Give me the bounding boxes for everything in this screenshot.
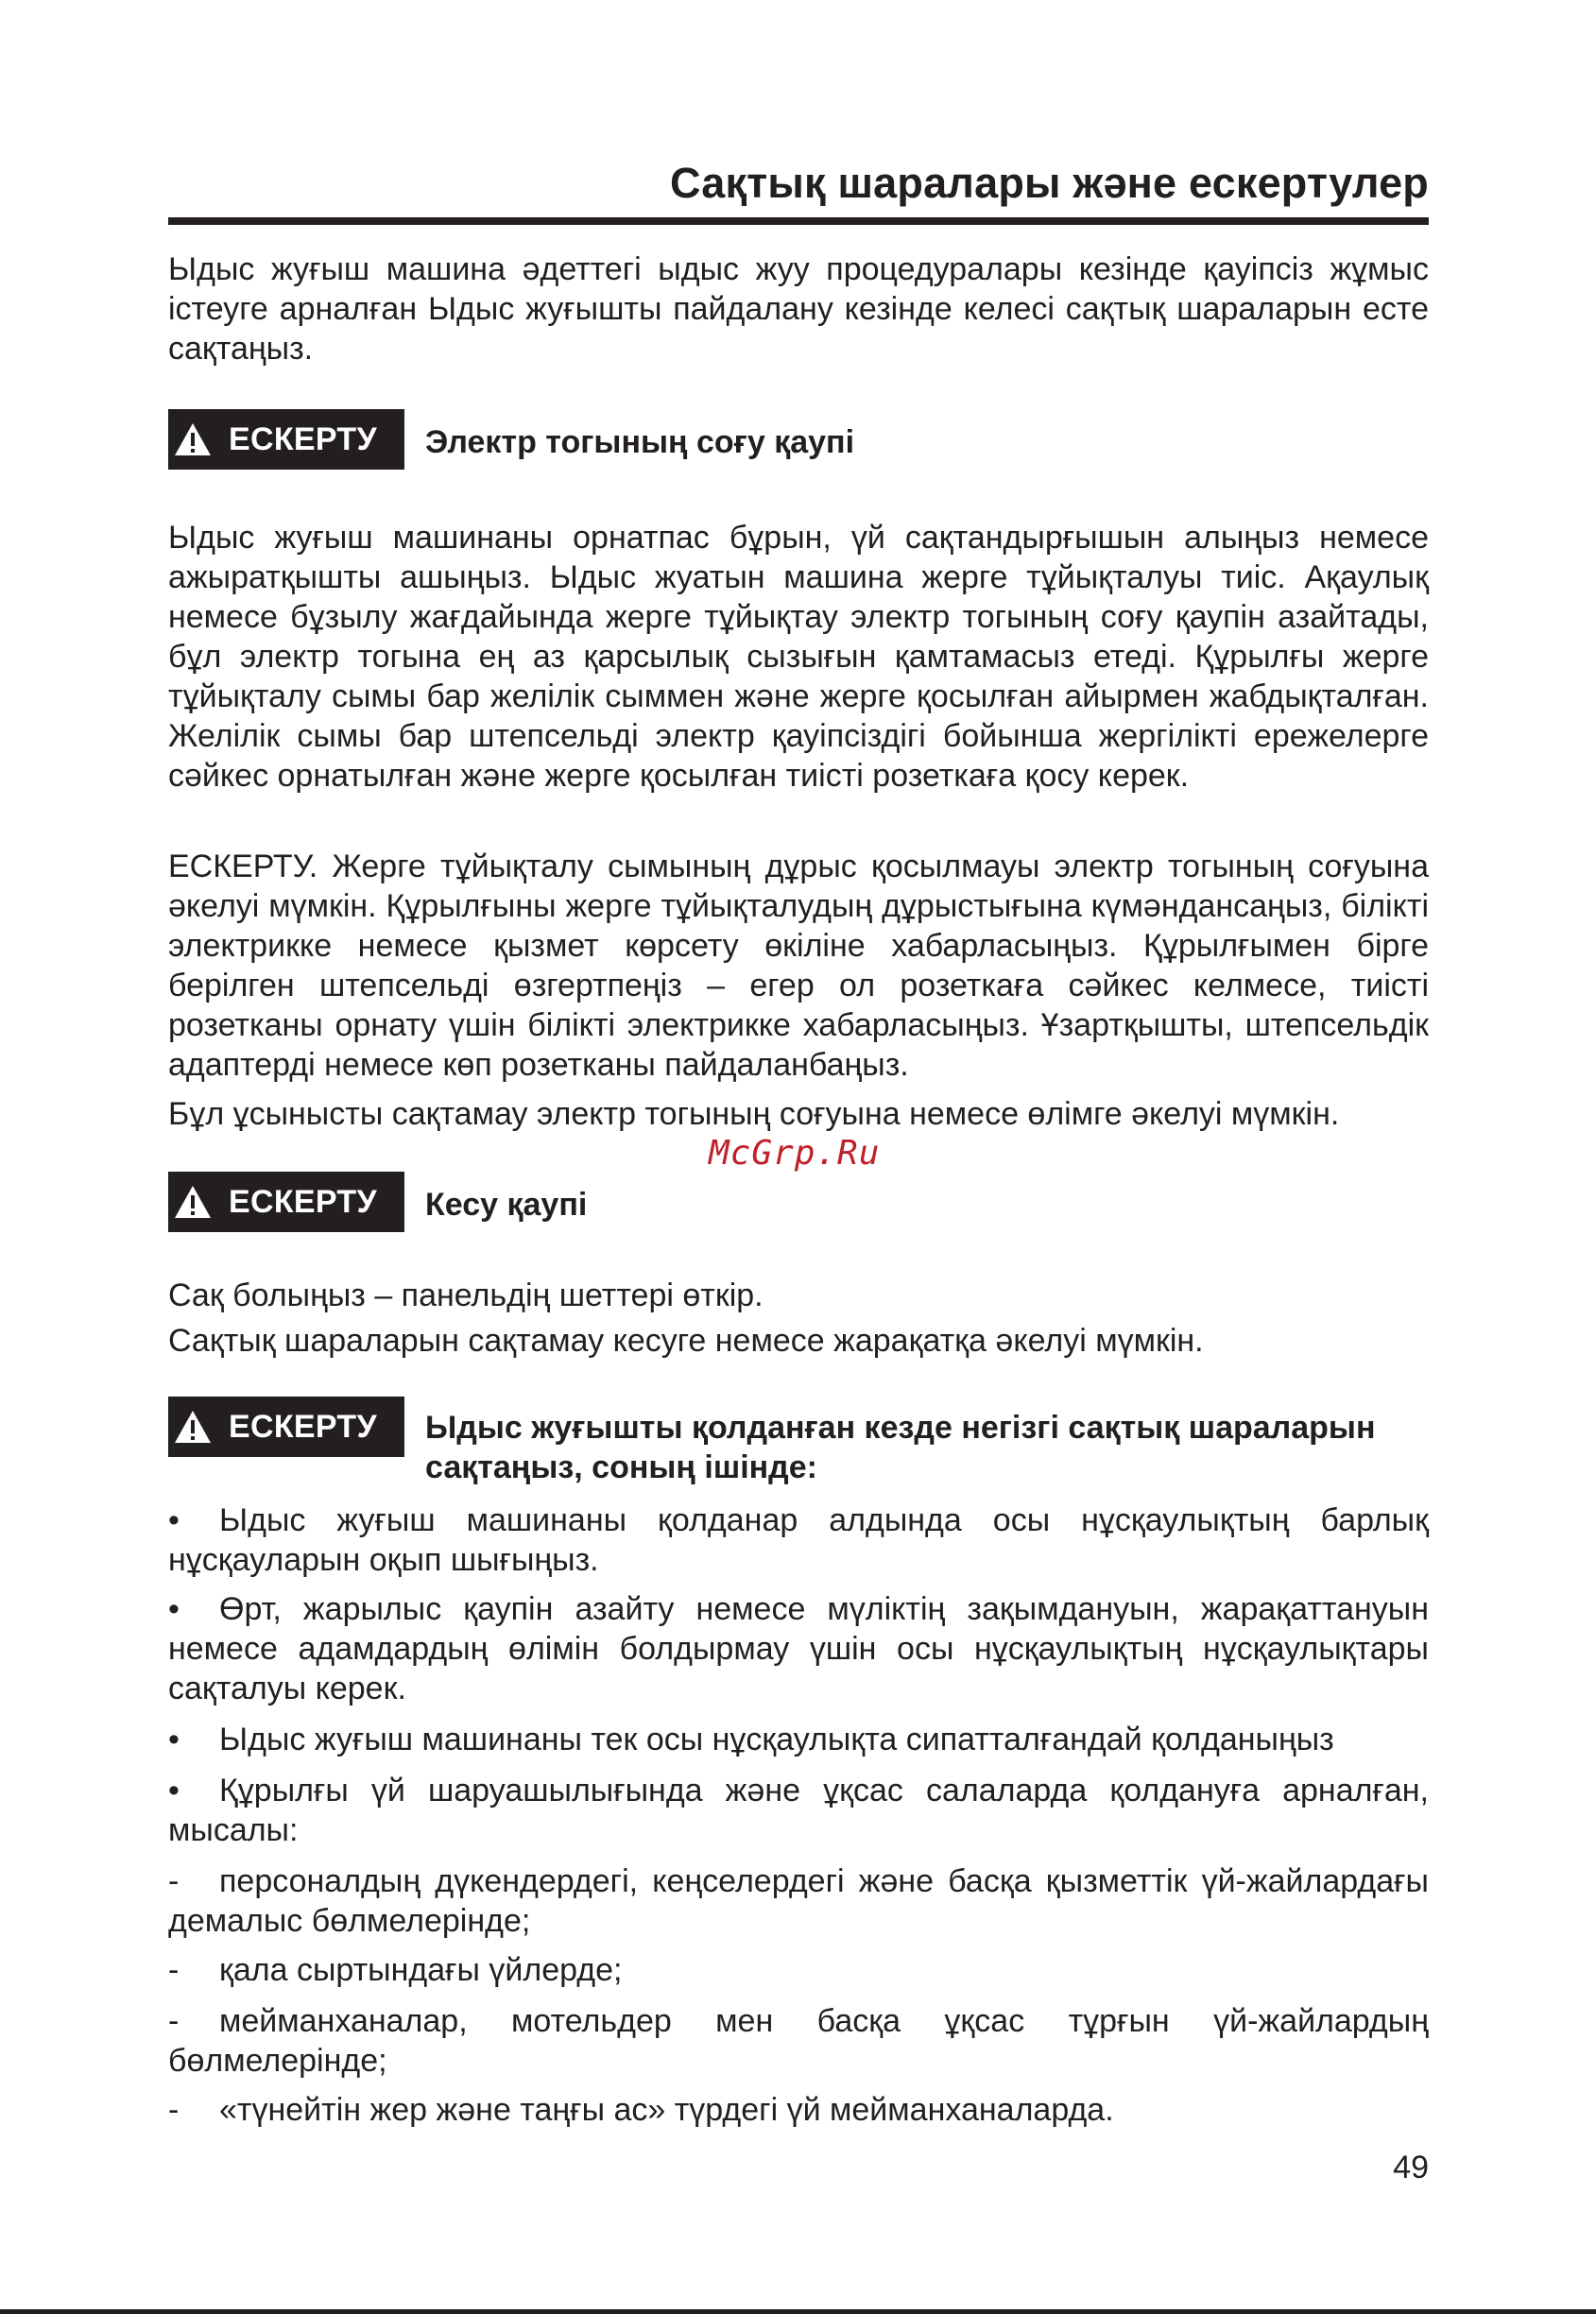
warning-label: ЕСКЕРТУ (229, 1408, 377, 1445)
list-item-text: «түнейтін жер және таңғы ас» түрдегі үй мейманханаларда. (219, 2092, 1114, 2128)
warning-label: ЕСКЕРТУ (229, 420, 377, 457)
page-title: Сақтық шаралары және ескертулер (669, 159, 1429, 207)
warning-badge (168, 1172, 404, 1232)
warning-heading: Ыдыс жуғышты қолданған кезде негізгі сақтық шараларын сақтаңыз, соның ішінде: (425, 1410, 1376, 1485)
paragraph-sharp-edges: Сақ болыңыз – панельдің шеттері өткір. (168, 1277, 764, 1313)
list-item (168, 1720, 1429, 1759)
warning-badge (168, 1397, 404, 1457)
page-number: 49 (1393, 2150, 1429, 2185)
warning-label: ЕСКЕРТУ (229, 1183, 377, 1220)
bullet-mark: • (168, 1722, 180, 1757)
list-item-text: Ыдыс жуғыш машинаны қолданар алдында осы нұсқаулықтың барлық нұсқауларын оқып шығыңыз. (168, 1502, 1429, 1578)
paragraph-grounding: Ыдыс жуғыш машинаны орнатпас бұрын, үй сақтандырғышын алыңыз немесе ажыратқышты ашыңыз. Ыдыс жуатын машина жерге тұйықталуы тиіс. Ақаулық немесе бұзылу жағдайында жерге тұйықтау электр тогының соғу қаупін азайтады, бұл электр тогына ең аз қарсылық сызығын қамтамасыз етеді. Құрылғы жерге тұйықталу сымы бар желілік сыммен және жерге қосылған айырмен жабдықталған. Желілік сымы бар штепсельді электр қауіпсіздігі бойынша жергілікті ережелерге сәйкес орнатылған және жерге қосылған тиісті розеткаға қосу керек. (168, 520, 1429, 794)
warning-triangle-icon (174, 1185, 212, 1219)
bullet-mark: • (168, 1591, 180, 1627)
list-item (168, 1589, 1429, 1708)
warning-badge (168, 409, 404, 470)
title-underline (168, 217, 1429, 225)
list-item (168, 2001, 1429, 2081)
list-item (168, 1500, 1429, 1580)
paragraph-consequence: Бұл ұсынысты сақтамау электр тогының соғуына немесе өлімге әкелуі мүмкін. (168, 1096, 1340, 1132)
bullet-mark: • (168, 1773, 180, 1808)
dash-mark: - (168, 2092, 180, 2128)
warning-heading: Кесу қаупі (425, 1187, 588, 1223)
list-item-text: персоналдың дүкендердегі, кеңселердегі және басқа қызметтік үй-жайлардағы демалыс бөлмелерінде; (168, 1863, 1429, 1939)
dash-mark: - (168, 2003, 180, 2039)
warning-heading: Электр тогының соғу қаупі (425, 424, 855, 460)
watermark: McGrp.Ru (709, 1134, 881, 1173)
intro-paragraph: Ыдыс жуғыш машина әдеттегі ыдыс жуу процедуралары кезінде қауіпсіз жұмыс істеуге арналған Ыдыс жуғышты пайдалану кезінде келесі сақтық шараларын есте сақтаңыз. (168, 251, 1429, 367)
dash-mark: - (168, 1863, 180, 1899)
bottom-border (0, 2309, 1596, 2314)
list-item-text: мейманханалар, мотельдер мен басқа ұқсас тұрғын үй-жайлардың бөлмелерінде; (168, 2003, 1429, 2079)
list-item (168, 1950, 1429, 1990)
warning-triangle-icon (174, 1410, 212, 1444)
bullet-mark: • (168, 1502, 180, 1538)
list-item-text: Құрылғы үй шаруашылығында және ұқсас салаларда қолдануға арналған, мысалы: (168, 1773, 1429, 1848)
dash-mark: - (168, 1952, 180, 1988)
paragraph-cut-consequence: Сақтық шараларын сақтамау кесуге немесе жарақатқа әкелуі мүмкін. (168, 1323, 1204, 1359)
warning-triangle-icon (174, 422, 212, 456)
list-item (168, 2090, 1429, 2130)
list-item-text: Өрт, жарылыс қаупін азайту немесе мүліктің зақымдануын, жарақаттануын немесе адамдардың өлімін болдырмау үшін осы нұсқаулықтың нұсқаулықтары сақталуы керек. (168, 1591, 1429, 1706)
list-item-text: Ыдыс жуғыш машинаны тек осы нұсқаулықта сипатталғандай қолданыңыз (219, 1722, 1334, 1757)
list-item-text: қала сыртындағы үйлерде; (219, 1952, 623, 1988)
list-item (168, 1861, 1429, 1941)
paragraph-grounding-warning: ЕСКЕРТУ. Жерге тұйықталу сымының дұрыс қосылмауы электр тогының соғуына әкелуі мүмкін. Құрылғыны жерге тұйықталудың дұрыстығына күмәндансаңыз, білікті электрикке немесе қызмет көрсету өкіліне хабарласыңыз. Құрылғымен бірге берілген штепсельді өзгертпеңіз – егер ол розеткаға сәйкес келмесе, тиісті розетканы орнату үшін білікті электрикке хабарласыңыз. Ұзартқышты, штепсельдік адаптерді немесе көп розетканы пайдаланбаңыз. (168, 848, 1429, 1083)
list-item (168, 1771, 1429, 1850)
